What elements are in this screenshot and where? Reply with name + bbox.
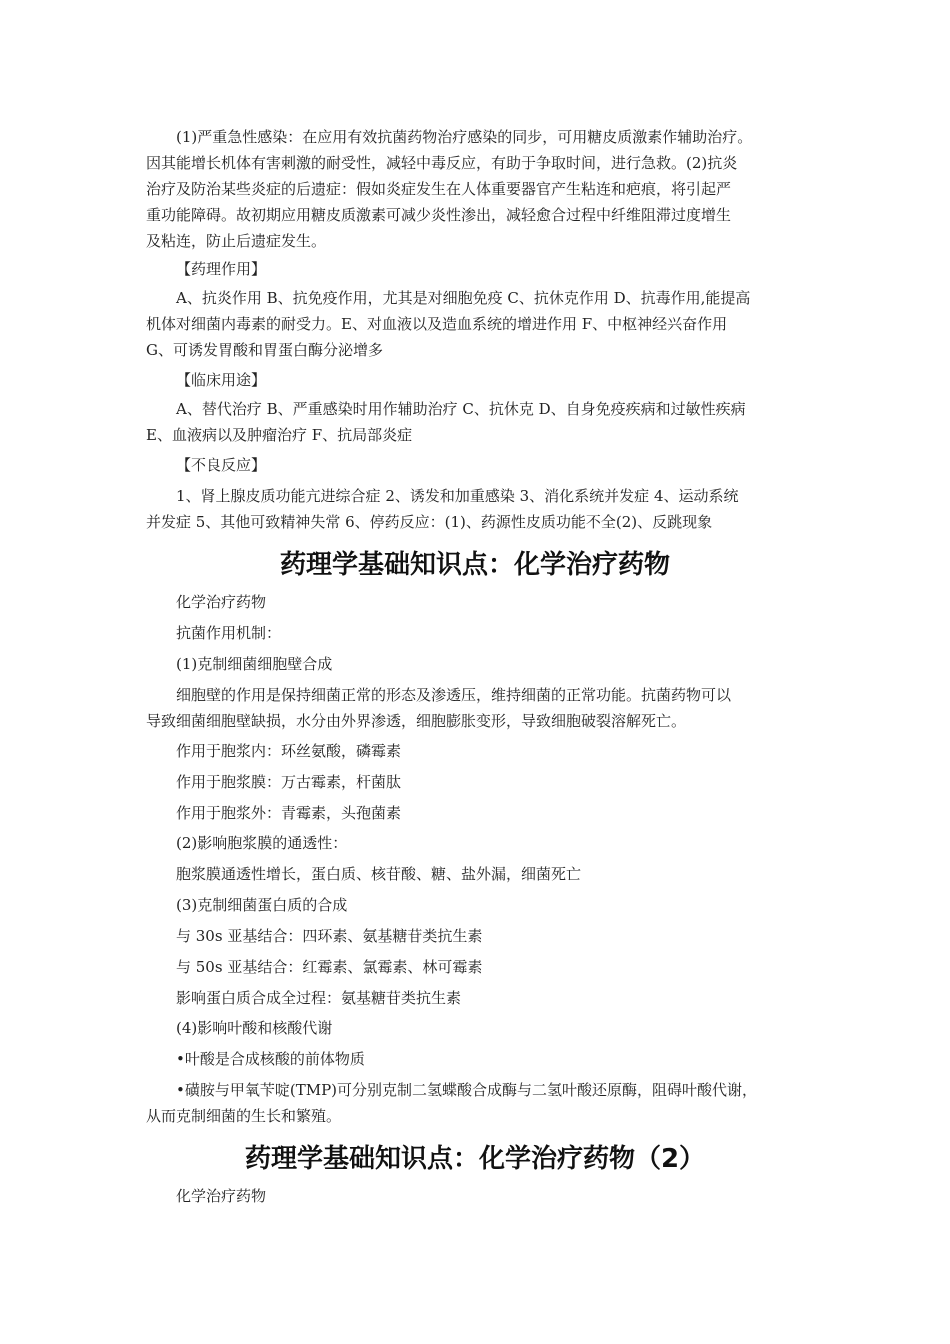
intro-line-3: 治疗及防治某些炎症的后遗症：假如炎症发生在人体重要器官产生粘连和疤痕，将引起严 [146, 180, 732, 198]
pharmacology-line-2: 机体对细菌内毒素的耐受力。E、对血液以及造血系统的增进作用 F、中枢神经兴奋作用 [146, 315, 728, 333]
item1-desc-line-2: 导致细菌细胞壁缺损，水分由外界渗透，细胞膨胀变形，导致细胞破裂溶解死亡。 [146, 712, 687, 730]
item1-description [146, 682, 806, 734]
clinical-paragraph [146, 396, 806, 448]
mechanism-label: 抗菌作用机制： [176, 624, 282, 642]
bullet2-line-2: 从而克制细菌的生长和繁殖。 [146, 1107, 342, 1125]
intro-line-5: 及粘连，防止后遗症发生。 [146, 232, 327, 250]
clinical-heading: 【临床用途】 [176, 371, 267, 389]
clinical-line-1: A、替代治疗 B、严重感染时用作辅助治疗 C、抗休克 D、自身免疫疾病和过敏性疾病 [176, 400, 746, 418]
item1-desc-line-1: 细胞壁的作用是保持细菌正常的形态及渗透压，维持细菌的正常功能。抗菌药物可以 [176, 686, 732, 704]
pharmacology-paragraph [146, 285, 806, 363]
pharmacology-line-1: A、抗炎作用 B、抗免疫作用，尤其是对细胞免疫 C、抗休克作用 D、抗毒作用,能提高 [176, 289, 751, 307]
adverse-heading: 【不良反应】 [176, 456, 267, 474]
bullet2-line-1: •磺胺与甲氧苄啶(TMP)可分别克制二氢蝶酸合成酶与二氢叶酸还原酶，阻碍叶酸代谢， [176, 1081, 758, 1099]
adverse-line-1: 1、肾上腺皮质功能亢进综合症 2、诱发和加重感染 3、消化系统并发症 4、运动系统 [176, 487, 739, 505]
item3-heading: (3)克制细菌蛋白质的合成 [176, 896, 348, 914]
intro-line-4: 重功能障碍。故初期应用糖皮质激素可减少炎性渗出，减轻愈合过程中纤维阻滞过度增生 [146, 206, 732, 224]
item3-whole-process: 影响蛋白质合成全过程：氨基糖苷类抗生素 [176, 989, 462, 1007]
intro-paragraph [146, 124, 806, 254]
item3-30s: 与 30s 亚基结合：四环素、氨基糖苷类抗生素 [176, 927, 483, 945]
item2-description: 胞浆膜通透性增长，蛋白质、核苷酸、糖、盐外漏，细菌死亡 [176, 865, 582, 883]
item2-heading: (2)影响胞浆膜的通透性： [176, 834, 348, 852]
intro-line-1: (1)严重急性感染：在应用有效抗菌药物治疗感染的同步，可用糖皮质激素作辅助治疗。 [176, 128, 753, 146]
cytoplasm-outside: 作用于胞浆外：青霉素，头孢菌素 [176, 804, 402, 822]
section1-title: 药理学基础知识点：化学治疗药物 [279, 550, 670, 580]
adverse-line-2: 并发症 5、其他可致精神失常 6、停药反应：(1)、药源性皮质功能不全(2)、反跳现象 [146, 513, 713, 531]
bullet-folic-acid: •叶酸是合成核酸的前体物质 [176, 1050, 365, 1068]
section1-subtitle: 化学治疗药物 [176, 593, 267, 611]
pharmacology-heading: 【药理作用】 [176, 260, 267, 278]
item4-heading: (4)影响叶酸和核酸代谢 [176, 1019, 333, 1037]
item1-heading: (1)克制细菌细胞壁合成 [176, 655, 333, 673]
bullet-sulfonamide [146, 1077, 806, 1129]
intro-line-2: 因其能增长机体有害刺激的耐受性，减轻中毒反应，有助于争取时间，进行急救。(2)抗炎 [146, 154, 738, 172]
item3-50s: 与 50s 亚基结合：红霉素、氯霉素、林可霉素 [176, 958, 483, 976]
section2-subtitle: 化学治疗药物 [176, 1187, 267, 1205]
adverse-paragraph [146, 483, 806, 535]
cytoplasm-membrane: 作用于胞浆膜：万古霉素，杆菌肽 [176, 773, 402, 791]
pharmacology-line-3: G、可诱发胃酸和胃蛋白酶分泌增多 [146, 341, 383, 359]
section2-title: 药理学基础知识点：化学治疗药物（2） [244, 1144, 706, 1174]
cytoplasm-inside: 作用于胞浆内：环丝氨酸，磷霉素 [176, 742, 402, 760]
clinical-line-2: E、血液病以及肿瘤治疗 F、抗局部炎症 [146, 426, 413, 444]
